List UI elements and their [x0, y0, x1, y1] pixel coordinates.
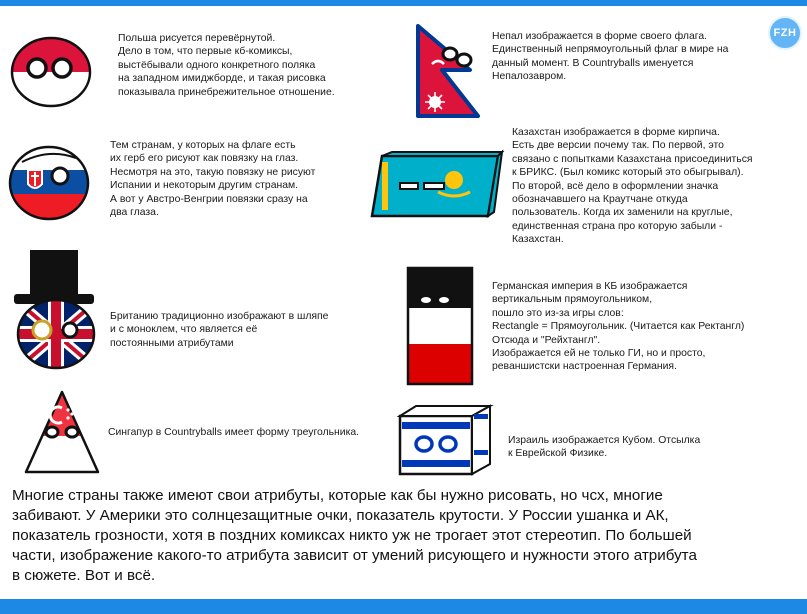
fzh-logo: FZH — [768, 16, 802, 50]
slovakia-countryball-icon — [4, 140, 94, 224]
britain-description: Британию традиционно изображают в шляпе и с моноклем, что является её постоянными атрибутами — [110, 311, 329, 349]
israel-description: Израиль изображается Кубом. Отсылка к Еврейской Физике. — [508, 435, 701, 460]
poland-description: Польша рисуется перевёрнутой. Дело в том, что первые кб-комиксы, выстёбывали одного конкретного поляка на западном имиджборде, и такая рисовка показывала принебрежительное отношение. — [118, 33, 335, 98]
slovakia-description: Тем странам, у которых на флаге есть их герб его рисуют как повязку на глаз. Несмотря на это, такую повязку не рисуют Испании и некоторым другим странам. А вот у Австро-Венгрии повязки сразу на два глаза. — [110, 140, 316, 219]
nepal-countryball-icon — [408, 22, 488, 122]
germany-countryball-icon — [402, 264, 482, 390]
nepal-description: Непал изображается в форме своего флага. Единственный непрямоугольный флаг в мире на данный момент. В Countryballs именуется Непалозавром. — [492, 31, 729, 83]
poland-countryball-icon — [6, 30, 96, 110]
britain-countryball-icon — [6, 246, 102, 374]
kazakhstan-description: Казахстан изображается в форме кирпича. Есть две версии почему так. По первой, это связано с попытками Казахстана присоединиться к БРИКС. (Был комикс который это обыгрывал). По второй, всё дело в оформлении значка обозначавшего на Краутчане откуда пользователь. Когда их заменили на круглые, единственная страна про которую забыли - Казахстан. — [512, 127, 753, 246]
bottom-accent-bar — [0, 599, 807, 614]
kazakhstan-countryball-icon — [368, 150, 503, 222]
singapore-description: Сингапур в Countryballs имеет форму треугольника. — [108, 427, 360, 438]
top-accent-bar — [0, 0, 807, 6]
singapore-countryball-icon — [18, 386, 104, 480]
israel-countryball-icon — [394, 402, 498, 480]
footer-paragraph: Многие страны также имеют свои атрибуты, которые как бы нужно рисовать, но чсх, многие забивают. У Америки это солнцезащитные очки, показатель крутости. У России ушанка и АК, показатель грозности, хотя в поздних комиксах никто уж не трогает этот стереотип. По большей части, изображение какого-то атрибута зависит от умений рисующего и нужности этого атрибута в сюжете. Вот и всё. — [12, 487, 697, 584]
germany-description: Германская империя в КБ изображается вертикальным прямоугольником, пошло это из-за игры слов: Rectangle = Прямоугольник. (Читается как Ректангл) Отсюда и "Рейхтангл". Изображается ей не только ГИ, но и просто, реваншистски настроенная Германия. — [492, 281, 745, 373]
